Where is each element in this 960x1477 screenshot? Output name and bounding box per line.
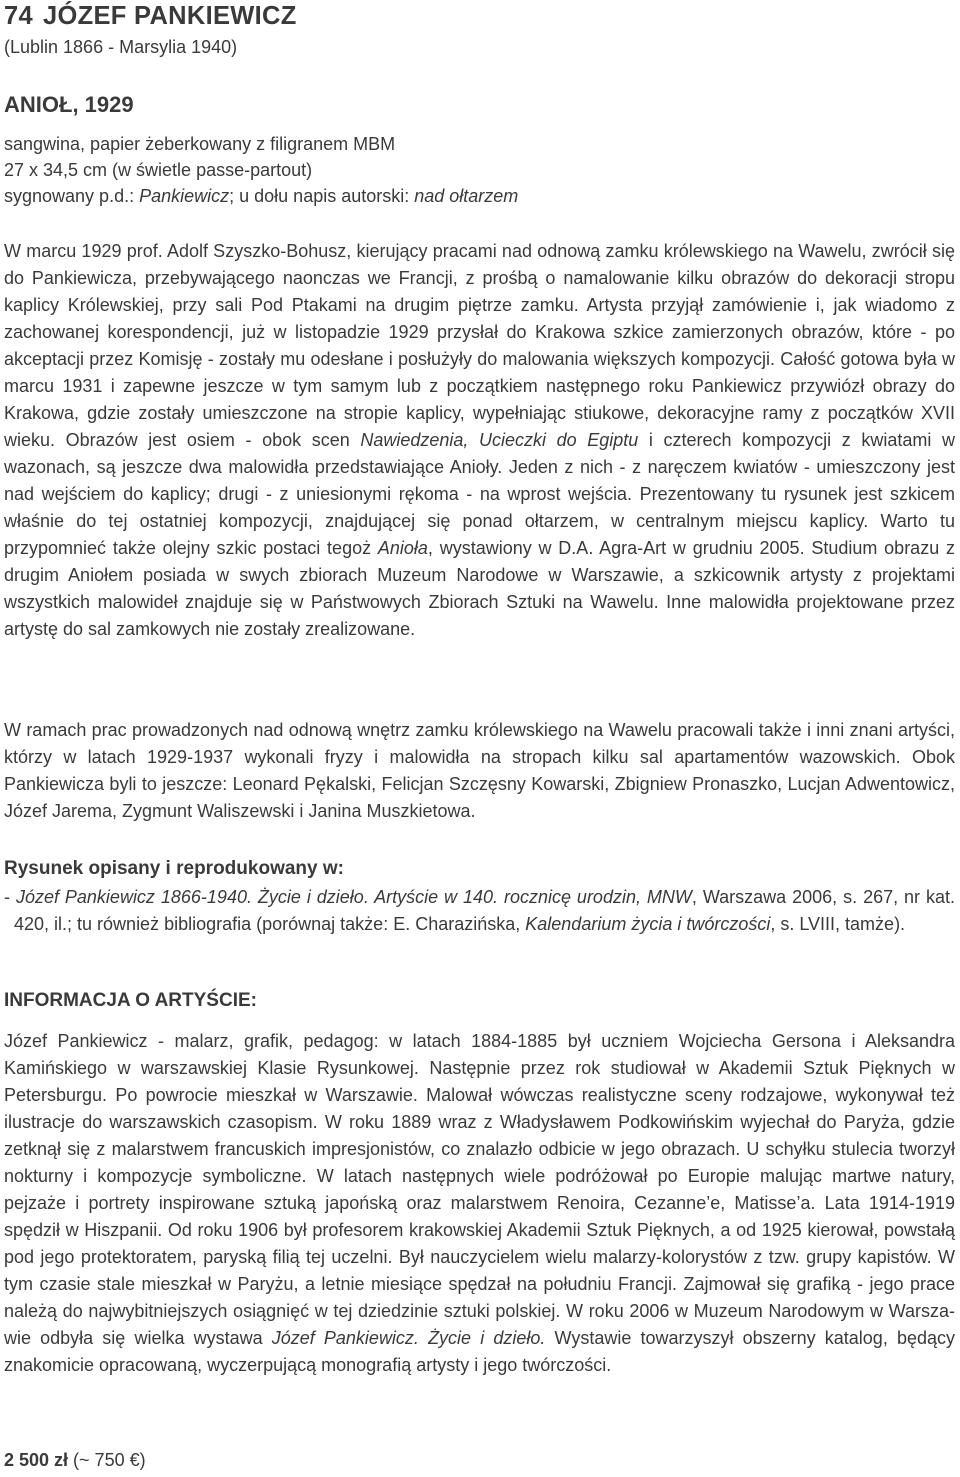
signature-note: nad ołtarzem bbox=[414, 186, 519, 206]
signature-prefix: sygnowany p.d.: bbox=[4, 186, 140, 206]
desc-text: , wystawiony w D.A. Agra-Art w grudniu 2005. Studium obrazu z drugim Aniołem posiada w swych zbiorach Muzeum Narodowe w Warszawie, a szkicownik artysty z projektami wszystkich malowideł znajduje się w Państwowych Zbiorach Sztuki na Wawelu. Inne malowidła projektowane przez artystę do sal zamkowych nie zostały zrealizowane. bbox=[4, 538, 955, 639]
price-eur: (~ 750 €) bbox=[68, 1450, 146, 1470]
artwork-dimensions: 27 x 34,5 cm (w świetle passe-partout) bbox=[4, 160, 313, 180]
ref-text: , Warszawa 2006, s. 267, nr kat. 420, il.; tu również bibliografia (porównaj także: E. Charazińska, bbox=[14, 887, 956, 934]
desc-text: i czterech kompozycji z kwiatami w wazonach, są jeszcze dwa malowidła przedstawiające Anioły. Jeden z nich - z naręczem kwiatów - umieszczony jest nad wejściem do kaplicy; drugi - z uniesionymi rękoma - na wprost wejścia. Prezentowany tu rysunek jest szkicem właśnie do tej ostatniej kompozycji, znajdującej się ponad ołtarzem, w centralnym miejscu kaplicy. Warto tu przypomnieć także olejny szkic postaci tegoż bbox=[4, 430, 955, 558]
price-pln: 2 500 zł bbox=[4, 1450, 69, 1470]
desc-text: W marcu 1929 prof. Adolf Szyszko-Bohusz, kierujący pracami nad odnową zamku królewskiego na Wawelu, zwrócił się do Pankiewicza, przebywającego naonczas we Francji, z prośbą o namalowanie kilku obrazów do dekoracji stropu kaplicy Królewskiej, przy sali Pod Ptakami na drugim piętrze zamku. Artysta przyjął zamówienie i, jak wiadomo z zachowanej korespondencji, już w listopadzie 1929 przysłał do Krakowa szkice zamierzonych obrazów, które - po akceptacji przez Komisję - zostały mu odesłane i posłużyły do malowania większych kompozycji. Całość gotowa była w marcu 1931 i zapewne jeszcze w tym samym lub z początkiem następnego roku Pankiewicz przywiózł obrazy do Krakowa, gdzie zostały umieszczone na stropie kaplicy, wypełniając stiukowe, dekoracyjne ramy z początków XVII wieku. Obrazów jest osiem - obok scen bbox=[4, 241, 955, 450]
artist-info-heading: INFORMACJA O ARTYŚCIE: bbox=[4, 990, 257, 1011]
info-text: Józef Pankiewicz - malarz, grafik, pedagog: w latach 1884-1885 był uczniem Wojciecha Gersona i Aleksandra Kamińskiego w warszawskiej Klasie Rysunkowej. Następnie przez rok studiował w Akademii Sztuk Pięknych w Petersburgu. Po powrocie mieszkał w Warszawie. Malował wówczas realistyczne sceny rodzajowe, wykonywał też ilustracje do warszawskich czasopism. W roku 1889 wraz z Władysławem Podkowińskim wyjechał do Paryża, gdzie zetknął się z malarstwem francuskich impresjonistów, co znalazło odbicie w jego obrazach. U schyłku stulecia tworzył nokturny i kompozycje symboliczne. W latach następnych wiele podróżował po Europie malując martwe natury, pejzaże i portrety inspirowane sztuką japońską oraz malarstwem Renoira, Cezanne’e, Matisse’a. Lata 1914-1919 spędził w Hiszpanii. Od roku 1906 był profesorem krakowskiej Akademii Sztuk Pięknych, a od 1925 kierował, powstałą pod jego protektoratem, paryską filią tej uczelni. Był nauczycielem wielu malarzy-kolorystów z tzw. grupy kapistów. W tym czasie stale mieszkał w Paryżu, a letnie miesiące spędzał na południu Francji. Zajmował się grafiką - jego prace należą do najwybitniejszych osiągnięć w tej dziedzinie sztuki polskiej. W roku 2006 w Muzeum Narodowym w Warszawie odbyła się wielka wystawa bbox=[4, 1031, 955, 1348]
artwork-title: ANIOŁ, 1929 bbox=[4, 92, 134, 117]
price bbox=[4, 1450, 146, 1471]
signature-name: Pankiewicz bbox=[139, 186, 230, 206]
ref-italic: Józef Pankiewicz 1866-1940. Życie i dzieło. Artyście w 140. rocznicę urodzin, MNW bbox=[15, 887, 692, 907]
info-italic: Józef Pankiewicz. Życie i dzieło. bbox=[271, 1328, 546, 1348]
reference-item bbox=[4, 884, 955, 938]
references-heading: Rysunek opisany i reprodukowany w: bbox=[4, 858, 344, 879]
references-list bbox=[4, 884, 955, 938]
description-paragraph-1 bbox=[4, 238, 955, 643]
ref-text: , s. LVIII, tamże). bbox=[770, 914, 906, 934]
ref-italic: Kalendarium życia i twórczości bbox=[525, 914, 771, 934]
desc-italic: Nawiedzenia, Ucieczki do Egiptu bbox=[360, 430, 639, 450]
lot-header bbox=[4, 2, 297, 31]
description-paragraph-2: W ramach prac prowadzonych nad odnową wnętrz zamku królewskiego na Wawelu pracowali także i inni znani artyści, którzy w latach 1929-1937 wykonali fryzy i malowidła na stropach kilku sal apartamentów wazowskich. Obok Pankiewicza byli to jeszcze: Leonard Pękalski, Felicjan Szczęsny Kowarski, Zbigniew Pronaszko, Lucjan Adwentowicz, Józef Jarema, Zygmunt Waliszewski i Janina Muszkietowa. bbox=[4, 720, 955, 821]
artwork-medium: sangwina, papier żeberkowany z filigranem MBM bbox=[4, 134, 396, 154]
ref-dash: - bbox=[4, 887, 16, 907]
artist-name: JÓZEF PANKIEWICZ bbox=[42, 2, 297, 30]
artwork-details bbox=[4, 131, 518, 209]
lot-number: 74 bbox=[4, 2, 33, 30]
artwork-signature bbox=[4, 183, 518, 209]
desc-italic: Anioła bbox=[377, 538, 428, 558]
info-text: Wystawie towarzyszył obszerny katalog, będący znakomicie opracowaną, wyczerpującą monografią artysty i jego twórczości. bbox=[4, 1328, 955, 1375]
artist-info-text bbox=[4, 1028, 955, 1379]
signature-mid: ; u dołu napis autorski: bbox=[229, 186, 415, 206]
artist-life-dates: (Lublin 1866 - Marsylia 1940) bbox=[4, 37, 238, 57]
